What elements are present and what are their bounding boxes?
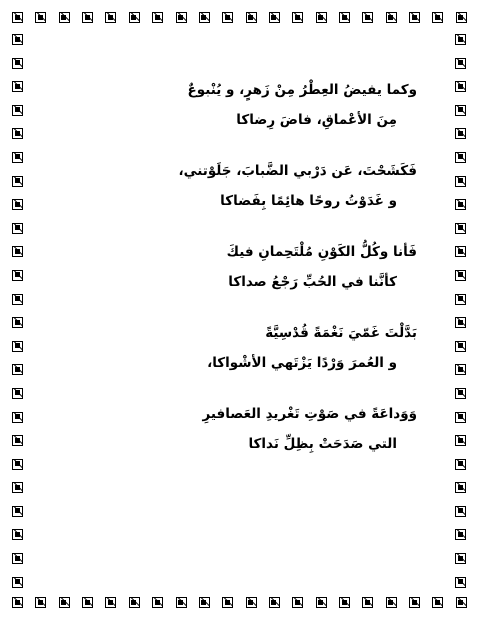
- decorative-border-left: [12, 34, 23, 588]
- border-tile-icon: [12, 105, 23, 116]
- verse-line: و غَدَوْتُ روحًا هائِمًا بِفَضاكا: [220, 193, 397, 209]
- border-tile-icon: [386, 597, 397, 608]
- border-tile-icon: [12, 459, 23, 470]
- border-tile-icon: [455, 294, 466, 305]
- border-tile-icon: [455, 577, 466, 588]
- border-tile-icon: [362, 597, 373, 608]
- verse-line: فَكَشَحْتَ، عَن دَرْبي الضَّبابَ، جَلَوْتني،: [178, 163, 417, 179]
- border-tile-icon: [409, 12, 420, 23]
- border-tile-icon: [176, 12, 187, 23]
- border-tile-icon: [269, 597, 280, 608]
- border-tile-icon: [455, 34, 466, 45]
- border-tile-icon: [455, 81, 466, 92]
- border-tile-icon: [12, 435, 23, 446]
- border-tile-icon: [455, 176, 466, 187]
- border-tile-icon: [12, 412, 23, 423]
- border-tile-icon: [12, 317, 23, 328]
- stanza-2: [62, 161, 417, 211]
- border-tile-icon: [12, 246, 23, 257]
- border-tile-icon: [432, 12, 443, 23]
- border-tile-icon: [246, 12, 257, 23]
- border-tile-icon: [292, 12, 303, 23]
- border-tile-icon: [455, 459, 466, 470]
- verse-line: فَأنا وكُلُّ الكَوْنِ مُلْتَحِمانِ فيكَ: [226, 244, 417, 260]
- border-tile-icon: [12, 128, 23, 139]
- border-tile-icon: [455, 105, 466, 116]
- border-tile-icon: [12, 506, 23, 517]
- border-tile-icon: [12, 58, 23, 69]
- border-tile-icon: [12, 223, 23, 234]
- border-tile-icon: [455, 152, 466, 163]
- verse-line: بَدَّلْتَ غَمّيَ نَغْمَةً قُدْسِيَّةً: [265, 325, 417, 341]
- border-tile-icon: [12, 341, 23, 352]
- verse-line: مِنَ الأعْماقِ، فاضَ رِضاكا: [236, 112, 397, 128]
- border-tile-icon: [386, 12, 397, 23]
- border-tile-icon: [35, 12, 46, 23]
- stanza-1: [62, 80, 417, 130]
- border-tile-icon: [455, 435, 466, 446]
- border-tile-icon: [455, 246, 466, 257]
- border-tile-icon: [339, 12, 350, 23]
- border-tile-icon: [12, 176, 23, 187]
- decorative-border-right: [455, 34, 466, 588]
- border-tile-icon: [59, 597, 70, 608]
- border-tile-icon: [105, 12, 116, 23]
- border-tile-icon: [12, 12, 23, 23]
- border-tile-icon: [12, 294, 23, 305]
- border-tile-icon: [222, 597, 233, 608]
- verse-line: و العُمرَ وَرْدًا يَزْتَهي الأشْواكا،: [207, 355, 397, 371]
- border-tile-icon: [455, 223, 466, 234]
- border-tile-icon: [455, 553, 466, 564]
- decorative-border-top: [12, 12, 467, 23]
- border-tile-icon: [129, 597, 140, 608]
- stanza-4: [62, 323, 417, 373]
- border-tile-icon: [269, 12, 280, 23]
- border-tile-icon: [12, 199, 23, 210]
- border-tile-icon: [455, 270, 466, 281]
- border-tile-icon: [199, 12, 210, 23]
- border-tile-icon: [455, 529, 466, 540]
- border-tile-icon: [12, 529, 23, 540]
- border-tile-icon: [455, 388, 466, 399]
- stanza-3: [62, 242, 417, 292]
- border-tile-icon: [199, 597, 210, 608]
- border-tile-icon: [12, 270, 23, 281]
- border-tile-icon: [59, 12, 70, 23]
- decorative-border-bottom: [12, 597, 467, 608]
- border-tile-icon: [222, 12, 233, 23]
- border-tile-icon: [455, 341, 466, 352]
- border-tile-icon: [432, 597, 443, 608]
- border-tile-icon: [455, 317, 466, 328]
- stanza-5: [62, 404, 417, 454]
- border-tile-icon: [455, 482, 466, 493]
- border-tile-icon: [82, 12, 93, 23]
- border-tile-icon: [105, 597, 116, 608]
- border-tile-icon: [455, 128, 466, 139]
- border-tile-icon: [12, 482, 23, 493]
- border-tile-icon: [409, 597, 420, 608]
- border-tile-icon: [12, 553, 23, 564]
- border-tile-icon: [455, 199, 466, 210]
- border-tile-icon: [12, 364, 23, 375]
- verse-line: وكما يفيضُ العِطْرُ مِنْ زَهرٍ، و يُنْبوعٌ: [187, 82, 417, 98]
- verse-line: التي صَدَحَتْ بِظِلِّ نَداكا: [248, 436, 397, 452]
- border-tile-icon: [35, 597, 46, 608]
- border-tile-icon: [339, 597, 350, 608]
- border-tile-icon: [362, 12, 373, 23]
- poem-body: [62, 80, 417, 485]
- border-tile-icon: [316, 12, 327, 23]
- verse-line: وَوَداعَةً في صَوْتِ تَغْريدِ العَصافيرِ: [202, 406, 417, 422]
- border-tile-icon: [455, 506, 466, 517]
- border-tile-icon: [129, 12, 140, 23]
- verse-line: كأنَّنا في الحُبِّ رَجْعُ صداكا: [228, 274, 397, 290]
- border-tile-icon: [455, 364, 466, 375]
- border-tile-icon: [152, 597, 163, 608]
- border-tile-icon: [456, 12, 467, 23]
- border-tile-icon: [82, 597, 93, 608]
- border-tile-icon: [12, 597, 23, 608]
- border-tile-icon: [456, 597, 467, 608]
- border-tile-icon: [152, 12, 163, 23]
- border-tile-icon: [12, 34, 23, 45]
- border-tile-icon: [12, 577, 23, 588]
- border-tile-icon: [455, 58, 466, 69]
- border-tile-icon: [12, 81, 23, 92]
- border-tile-icon: [12, 152, 23, 163]
- border-tile-icon: [316, 597, 327, 608]
- border-tile-icon: [292, 597, 303, 608]
- border-tile-icon: [176, 597, 187, 608]
- border-tile-icon: [12, 388, 23, 399]
- border-tile-icon: [455, 412, 466, 423]
- border-tile-icon: [246, 597, 257, 608]
